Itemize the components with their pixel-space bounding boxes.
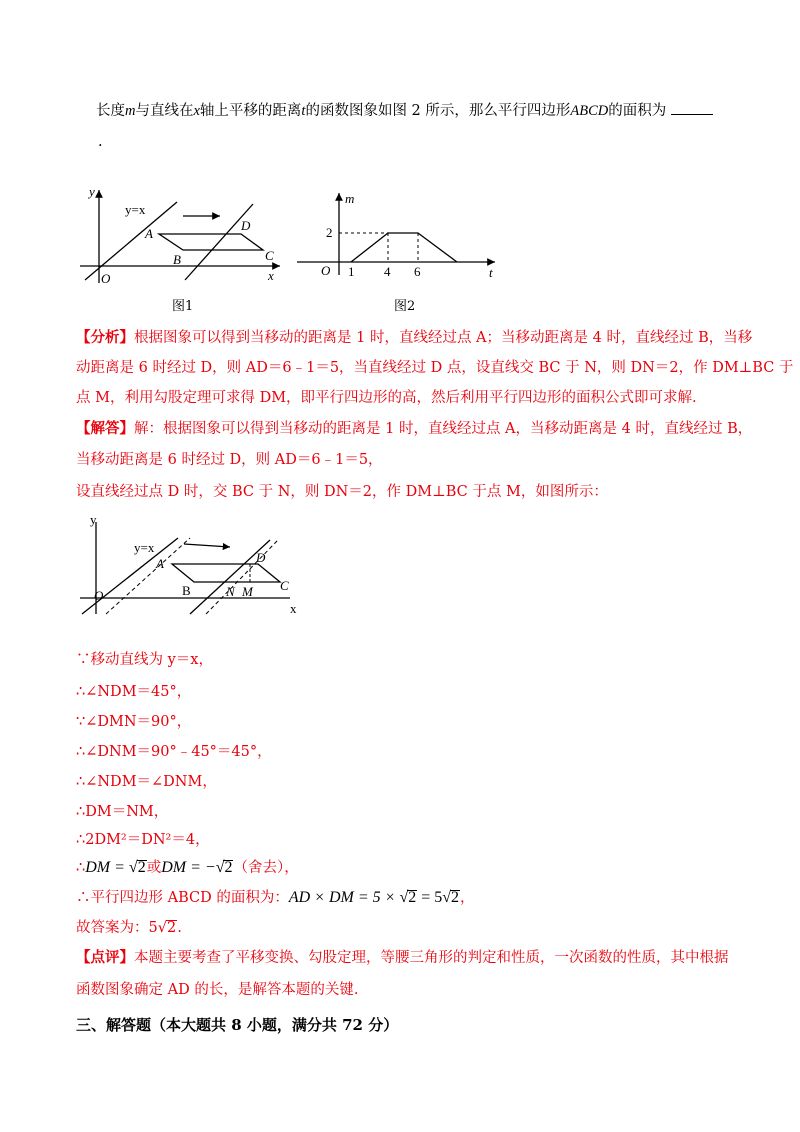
fig2-label-t: t (489, 265, 493, 280)
step-3: ∵∠DMN＝90°， (76, 714, 192, 730)
fig3-label-d: D (256, 550, 266, 565)
fig2-tick-4: 4 (384, 264, 391, 279)
figure-1-caption: 图1 (172, 299, 194, 314)
fig1-parallelogram (159, 234, 263, 250)
fig1-label-d: D (241, 218, 251, 233)
fig3-arrow (184, 544, 230, 547)
fig3-label-y: y (90, 512, 97, 527)
intro-line-1: 长度m与直线在x轴上平移的距离t的函数图象如图 2 所示，那么平行四边形ABCD的面积为 (96, 100, 713, 121)
step-7: ∴2DM²＝DN²＝4， (76, 832, 210, 848)
fig1-label-x: x (268, 268, 274, 283)
fig3-label-m: M (242, 584, 253, 599)
step-6: ∴DM＝NM， (76, 804, 169, 820)
analysis-line-3: 点 M，利用勾股定理可求得 DM，即平行四边形的高，然后利用平行四边形的面积公式即可求解. (76, 390, 697, 406)
fig3-label-b: B (182, 583, 191, 598)
fig2-tick-6: 6 (414, 264, 421, 279)
solution-line-1: 【解答】解：根据图象可以得到当移动的距离是 1 时，直线经过点 A，当移动距离是 4 时，直线经过 B， (76, 420, 753, 437)
step-9: ∴平行四边形 ABCD 的面积为：AD × DM = 5 × √2 = 5√2， (76, 889, 475, 906)
analysis-line-1: 【分析】根据图象可以得到当移动的距离是 1 时，直线经过点 A；当移动距离是 4 时，直线经过 B，当移 (76, 329, 753, 346)
fig2-label-o: O (321, 263, 331, 278)
solution-line-2: 当移动距离是 6 时经过 D，则 AD＝6﹣1＝5， (76, 452, 383, 468)
analysis-tag: 【分析】 (76, 329, 134, 346)
step-1: ∵移动直线为 y＝x， (76, 652, 213, 668)
comment-line-1: 【点评】本题主要考查了平移变换、勾股定理，等腰三角形的判定和性质，一次函数的性质，其中根据 (76, 949, 729, 966)
answer-blank (671, 100, 713, 115)
section-heading: 三、解答题（本大题共 8 小题，满分共 72 分） (76, 1016, 399, 1034)
fig2-label-m: m (345, 191, 355, 206)
fig2-graph (351, 233, 457, 262)
figure-2-caption: 图2 (394, 299, 416, 314)
fig2-label-2: 2 (326, 225, 333, 240)
comment-tag: 【点评】 (76, 949, 134, 966)
fig1-label-line: y=x (125, 202, 146, 217)
fig3-label-o: O (94, 588, 104, 603)
comment-line-2: 函数图象确定 AD 的长，是解答本题的关键. (76, 982, 359, 998)
fig3-label-a: A (156, 556, 164, 571)
step-4: ∴∠DNM＝90°﹣45°＝45°， (76, 744, 272, 760)
fig1-label-o: O (101, 271, 111, 286)
analysis-line-2: 动距离是 6 时经过 D，则 AD＝6﹣1＝5，当直线经过 D 点，设直线交 BC 于 N，则 DN＝2，作 DM⊥BC 于 (76, 360, 794, 376)
fig3-label-n: N (226, 584, 235, 599)
fig3-label-c: C (280, 578, 289, 593)
fig1-label-c: C (265, 248, 274, 263)
fig3-label-x: x (290, 601, 297, 616)
fig2-tick-1: 1 (348, 264, 355, 279)
step-5: ∴∠NDM＝∠DNM， (76, 774, 217, 790)
figure-2 (295, 185, 505, 285)
fig1-label-b: B (173, 252, 181, 267)
fig3-dashed-2 (206, 540, 278, 614)
fig3-label-line: y=x (134, 540, 155, 555)
figure-3 (78, 510, 313, 620)
final-answer: 故答案为：5√2. (76, 920, 182, 936)
fig1-label-a: A (145, 226, 153, 241)
intro-line-2: . (98, 134, 103, 150)
figure-1 (75, 180, 290, 290)
solution-tag: 【解答】 (76, 420, 134, 437)
fig3-parallelogram (172, 564, 280, 582)
solution-line-3: 设直线经过点 D 时，交 BC 于 N，则 DN＝2，作 DM⊥BC 于点 M，如图所示： (76, 484, 608, 500)
step-8: ∴DM = √2或DM = −√2（舍去）， (76, 859, 299, 876)
step-2: ∴∠NDM＝45°， (76, 684, 192, 700)
fig1-label-y: y (89, 184, 95, 199)
